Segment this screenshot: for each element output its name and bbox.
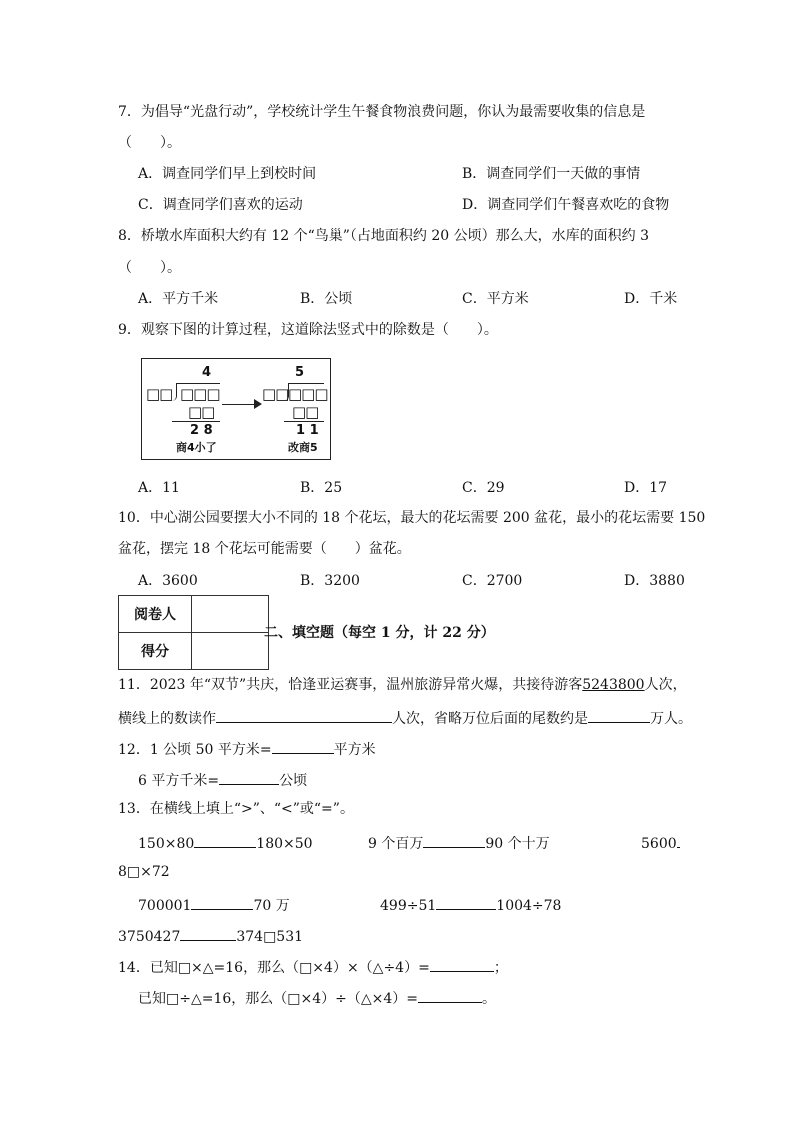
q11-line1 bbox=[118, 677, 687, 694]
left-subtract-line bbox=[172, 421, 220, 422]
q12-line2-pre: 6 平方千米= bbox=[138, 773, 220, 789]
q12-line1 bbox=[118, 739, 376, 759]
q13-blank-1[interactable] bbox=[194, 833, 256, 848]
q7-option-c[interactable]: C．调查同学们喜欢的运动 bbox=[138, 197, 303, 213]
q13-r3-a bbox=[138, 895, 290, 915]
q14-line2-pre: 已知□÷△=16，那么（□×4）÷（△×4）= bbox=[138, 991, 418, 1007]
q13-blank-6[interactable] bbox=[180, 926, 236, 941]
q7-option-a[interactable]: A．调查同学们早上到校时间 bbox=[138, 166, 317, 182]
q13-blank-4[interactable] bbox=[191, 895, 253, 910]
q13-r1-c bbox=[641, 833, 680, 853]
arrow-right-icon bbox=[254, 399, 262, 409]
right-product: □□ bbox=[292, 403, 319, 421]
q13-blank-5[interactable] bbox=[436, 895, 496, 910]
q11-line2-pre: 横线上的数读作 bbox=[118, 711, 216, 727]
q12-blank-1[interactable] bbox=[272, 739, 334, 754]
q13-stem: 13．在横线上填上“>”、“<”或“=”。 bbox=[118, 801, 354, 817]
q8-option-b[interactable]: B．公顷 bbox=[300, 291, 353, 307]
q14-line1-post: ； bbox=[493, 960, 508, 976]
left-divisor: □□ bbox=[146, 385, 173, 403]
q13-r4-right: 374□531 bbox=[236, 929, 304, 945]
q9-option-c[interactable]: C．29 bbox=[462, 480, 505, 496]
q14-line1-pre: 14．已知□×△=16，那么（□×4）×（△÷4）= bbox=[118, 960, 430, 976]
q13-r3-a-right: 70 万 bbox=[253, 898, 290, 914]
right-remainder: 1 1 bbox=[296, 423, 319, 438]
q7-paren: （ ）。 bbox=[118, 135, 181, 151]
q13-r3-b-left: 499÷51 bbox=[380, 898, 437, 914]
left-quotient: 4 bbox=[202, 365, 212, 380]
q14-blank-2[interactable] bbox=[418, 988, 482, 1003]
q11-line1-post: 人次， bbox=[644, 677, 687, 693]
q7-stem: 7．为倡导“光盘行动”，学校统计学生午餐食物浪费问题，你认为最需要收集的信息是 bbox=[118, 104, 646, 120]
q13-blank-3[interactable] bbox=[677, 833, 680, 848]
arrow-shaft bbox=[222, 404, 258, 405]
right-caption: 改商5 bbox=[288, 441, 318, 454]
q11-line2-post: 万人。 bbox=[650, 711, 692, 727]
left-product: □□ bbox=[188, 403, 215, 421]
q10-option-a[interactable]: A．3600 bbox=[138, 573, 198, 589]
q12-line1-post: 平方米 bbox=[333, 742, 376, 758]
q8-option-a[interactable]: A．平方千米 bbox=[138, 291, 219, 307]
section-title: 二、填空题（每空 1 分，计 22 分） bbox=[264, 625, 495, 641]
q13-blank-2[interactable] bbox=[423, 833, 485, 848]
q11-approx-blank[interactable] bbox=[588, 708, 650, 723]
q13-r4 bbox=[118, 926, 303, 946]
q9-option-b[interactable]: B．25 bbox=[300, 480, 343, 496]
q13-r4-left: 3750427 bbox=[118, 929, 181, 945]
left-division-bracket bbox=[172, 383, 177, 401]
q9-stem: 9．观察下图的计算过程，这道除法竖式中的除数是（ ）。 bbox=[118, 322, 498, 338]
q10-option-c[interactable]: C．2700 bbox=[462, 573, 523, 589]
q10-option-b[interactable]: B．3200 bbox=[300, 573, 360, 589]
q14-line1 bbox=[118, 957, 508, 977]
right-divisor: □□ bbox=[262, 385, 289, 403]
left-dividend: □□□ bbox=[180, 385, 220, 403]
score-cell[interactable] bbox=[192, 633, 269, 670]
q13-r1-b bbox=[368, 833, 550, 853]
q8-option-c[interactable]: C．平方米 bbox=[462, 291, 529, 307]
right-dividend: □□□ bbox=[288, 385, 328, 403]
q13-r2-c-right: 8□×72 bbox=[118, 864, 170, 880]
q14-blank-1[interactable] bbox=[430, 957, 494, 972]
q13-r1-a-right: 180×50 bbox=[256, 836, 313, 852]
score-label: 得分 bbox=[119, 633, 192, 670]
q9-option-d[interactable]: D．17 bbox=[624, 480, 668, 496]
q13-r1-b-right: 90 个十万 bbox=[485, 836, 550, 852]
q12-line1-pre: 12．1 公顷 50 平方米= bbox=[118, 742, 272, 758]
left-division-bar bbox=[176, 383, 220, 384]
right-subtract-line bbox=[284, 421, 324, 422]
q11-line2 bbox=[118, 708, 692, 728]
reviewer-cell[interactable] bbox=[192, 596, 269, 633]
q13-r1-a-left: 150×80 bbox=[138, 836, 195, 852]
q14-line2 bbox=[138, 988, 496, 1008]
q11-reading-blank[interactable] bbox=[216, 708, 392, 723]
q8-stem: 8．桥墩水库面积大约有 12 个“鸟巢”（占地面积约 20 公顷）那么大，水库的面积约 3 bbox=[118, 228, 650, 244]
left-remainder: 2 8 bbox=[190, 423, 213, 438]
q13-r1-a bbox=[138, 833, 313, 853]
q11-line1-pre: 11．2023 年“双节”共庆，恰逢亚运赛事，温州旅游异常火爆，共接待游客 bbox=[118, 677, 583, 693]
q12-blank-2[interactable] bbox=[219, 770, 279, 785]
q13-r3-b bbox=[380, 895, 561, 915]
q14-line2-post: 。 bbox=[482, 991, 496, 1007]
q7-option-b[interactable]: B．调查同学们一天做的事情 bbox=[462, 166, 641, 182]
q13-r1-c-left: 5600 bbox=[641, 836, 677, 852]
reviewer-label: 阅卷人 bbox=[119, 596, 192, 633]
q10-line2: 盆花，摆完 18 个花坛可能需要（ ）盆花。 bbox=[118, 541, 411, 557]
q13-r1-b-left: 9 个百万 bbox=[368, 836, 424, 852]
q13-r3-a-left: 700001 bbox=[138, 898, 192, 914]
q10-line1: 10．中心湖公园要摆大小不同的 18 个花坛，最大的花坛需要 200 盆花，最小的花坛需要 150 bbox=[118, 510, 706, 526]
q11-line2-mid: 人次，省略万位后面的尾数约是 bbox=[392, 711, 588, 727]
q8-paren: （ ）。 bbox=[118, 260, 181, 276]
q13-r3-b-right: 1004÷78 bbox=[496, 898, 562, 914]
left-caption: 商4小了 bbox=[176, 441, 217, 454]
right-division-bar bbox=[288, 383, 324, 384]
q11-number: 5243800 bbox=[582, 677, 645, 693]
q9-option-a[interactable]: A．11 bbox=[138, 480, 180, 496]
division-figure bbox=[141, 358, 331, 460]
q8-option-d[interactable]: D．千米 bbox=[624, 291, 678, 307]
q12-line2 bbox=[138, 770, 307, 790]
right-quotient: 5 bbox=[295, 365, 305, 380]
q7-option-d[interactable]: D．调查同学们午餐喜欢吃的食物 bbox=[462, 197, 670, 213]
q10-option-d[interactable]: D．3880 bbox=[624, 573, 685, 589]
q12-line2-post: 公顷 bbox=[279, 773, 308, 789]
score-table bbox=[118, 595, 269, 670]
